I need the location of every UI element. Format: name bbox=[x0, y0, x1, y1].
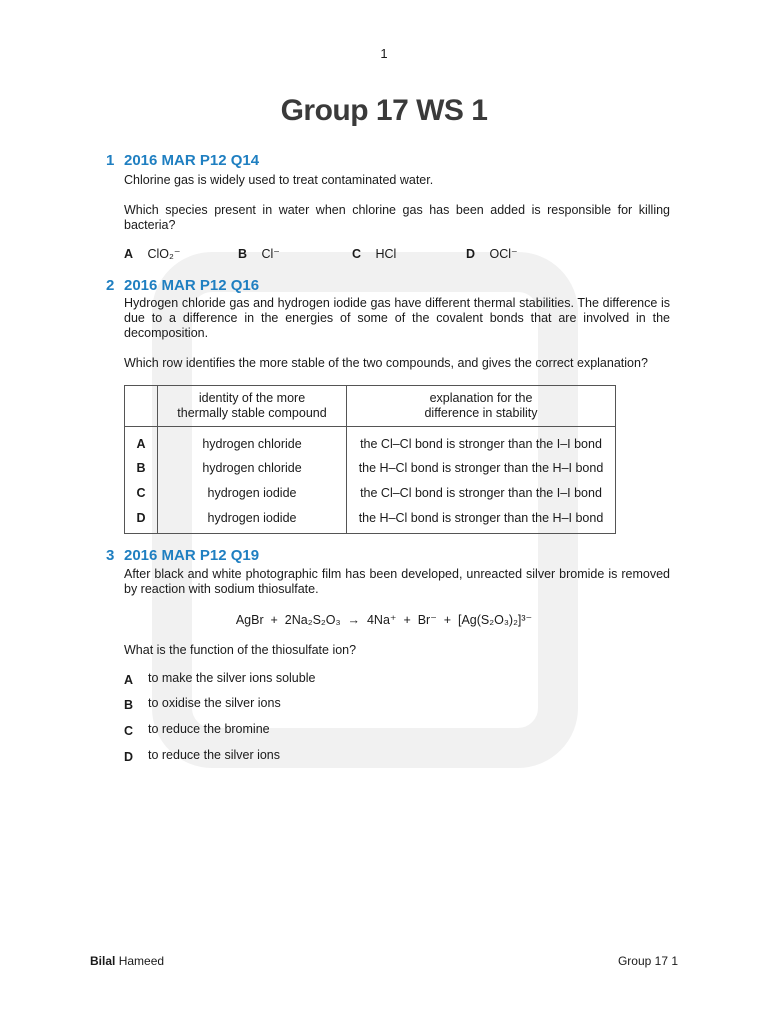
question-2-stem: Hydrogen chloride gas and hydrogen iodide gas have different thermal stabilities. The difference is due to a difference in the energies of some of the covalent bonds that are involved in the decomposition. bbox=[124, 296, 670, 340]
option-text: ClO₂⁻ bbox=[147, 247, 181, 261]
question-2-heading: 2016 MAR P12 Q16 bbox=[124, 277, 260, 294]
reaction-equation: AgBr + 2Na₂S₂O₃ → 4Na⁺ + Br⁻ + [Ag(S₂O₃)₂]³⁻ bbox=[235, 613, 533, 627]
option-text: OCl⁻ bbox=[489, 247, 518, 261]
option-letter: A bbox=[124, 247, 134, 261]
row-compound: hydrogen chloride bbox=[158, 455, 347, 480]
option-text: to oxidise the silver ions bbox=[148, 696, 281, 710]
table-row bbox=[125, 480, 616, 505]
row-compound: hydrogen iodide bbox=[158, 480, 347, 505]
row-compound: hydrogen chloride bbox=[158, 427, 347, 456]
table-header-compound bbox=[158, 386, 347, 427]
option-b bbox=[238, 245, 280, 263]
header-line: thermally stable compound bbox=[177, 406, 327, 420]
question-2-number: 2 bbox=[106, 277, 115, 294]
row-explanation: the H–Cl bond is stronger than the H–I bond bbox=[347, 505, 616, 534]
option-b bbox=[124, 696, 281, 714]
page-title: Group 17 WS 1 bbox=[280, 94, 488, 127]
page-number: 1 bbox=[380, 46, 388, 61]
option-a bbox=[124, 671, 316, 689]
table-row bbox=[125, 427, 616, 456]
table-header-row bbox=[125, 386, 616, 427]
question-3-number: 3 bbox=[106, 547, 115, 564]
author-first-name: Bilal bbox=[90, 954, 116, 968]
question-1-stem: Chlorine gas is widely used to treat contaminated water. bbox=[124, 173, 434, 187]
option-letter: B bbox=[124, 698, 134, 712]
row-letter: A bbox=[125, 427, 158, 456]
option-letter: D bbox=[466, 247, 476, 261]
question-2-question: Which row identifies the more stable of the two compounds, and gives the correct explanation? bbox=[124, 356, 648, 370]
header-line: identity of the more bbox=[198, 391, 306, 405]
question-1-question: Which species present in water when chlorine gas has been added is responsible for killing bacteria? bbox=[124, 203, 670, 232]
question-3-heading: 2016 MAR P12 Q19 bbox=[124, 547, 260, 564]
footer-author bbox=[90, 954, 164, 968]
row-explanation: the Cl–Cl bond is stronger than the I–I bond bbox=[347, 480, 616, 505]
option-text: Cl⁻ bbox=[261, 247, 280, 261]
question-3-question: What is the function of the thiosulfate ion? bbox=[124, 643, 357, 657]
option-a bbox=[124, 245, 180, 263]
question-1-number: 1 bbox=[106, 152, 115, 169]
table-row bbox=[125, 455, 616, 480]
option-letter: C bbox=[352, 247, 362, 261]
option-c bbox=[124, 722, 270, 740]
option-text: to reduce the silver ions bbox=[148, 748, 281, 762]
answer-table bbox=[124, 385, 616, 534]
option-text: HCl bbox=[375, 247, 397, 261]
author-last-name: Hameed bbox=[118, 954, 165, 968]
option-letter: B bbox=[238, 247, 248, 261]
option-text: to make the silver ions soluble bbox=[148, 671, 316, 685]
option-c bbox=[352, 245, 396, 263]
option-letter: C bbox=[124, 724, 134, 738]
row-explanation: the H–Cl bond is stronger than the H–I bond bbox=[347, 455, 616, 480]
row-compound: hydrogen iodide bbox=[158, 505, 347, 534]
footer-page-label: Group 17 1 bbox=[617, 954, 678, 968]
option-letter: D bbox=[124, 750, 134, 764]
option-d bbox=[124, 748, 281, 766]
row-letter: C bbox=[125, 480, 158, 505]
table-row bbox=[125, 505, 616, 534]
table-header-letter bbox=[125, 386, 158, 427]
option-text: to reduce the bromine bbox=[148, 722, 270, 736]
row-letter: D bbox=[125, 505, 158, 534]
question-3-stem: After black and white photographic film has been developed, unreacted silver bromide is removed by reaction with sodium thiosulfate. bbox=[124, 567, 670, 596]
question-1-heading: 2016 MAR P12 Q14 bbox=[124, 152, 260, 169]
header-line: difference in stability bbox=[424, 406, 538, 420]
row-letter: B bbox=[125, 455, 158, 480]
header-line: explanation for the bbox=[429, 391, 533, 405]
row-explanation: the Cl–Cl bond is stronger than the I–I bond bbox=[347, 427, 616, 456]
option-letter: A bbox=[124, 673, 134, 687]
option-d bbox=[466, 245, 518, 263]
table-header-explanation bbox=[347, 386, 616, 427]
